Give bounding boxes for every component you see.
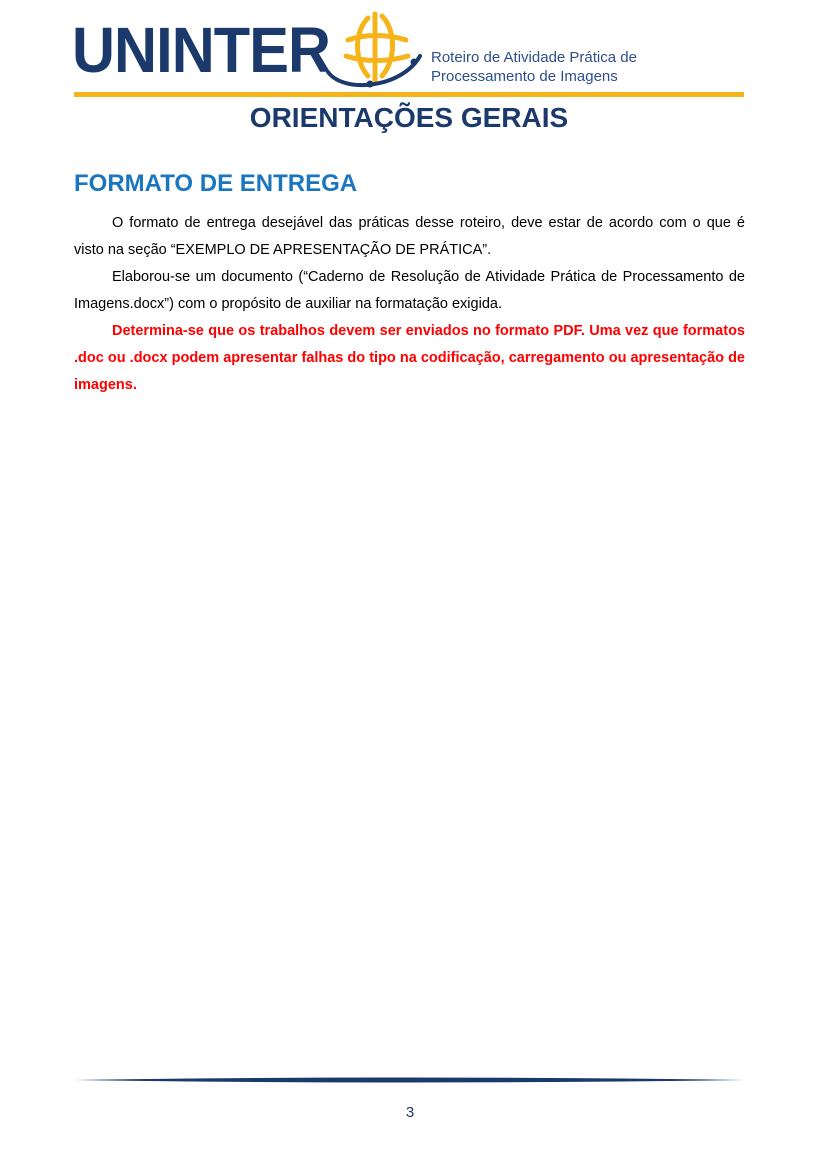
document-title-line-2: Processamento de Imagens bbox=[431, 68, 618, 85]
header-divider bbox=[74, 92, 744, 97]
paragraph-delivery-format: O formato de entrega desejável das práticas desse roteiro, deve estar de acordo com o que é visto na seção “EXEMPLO DE APRESENTAÇÃO DE PRÁTICA”. bbox=[74, 215, 745, 258]
document-title-line-1: Roteiro de Atividade Prática de bbox=[431, 49, 637, 66]
page-title: ORIENTAÇÕES GERAIS bbox=[249, 102, 569, 133]
document-title bbox=[431, 48, 637, 86]
page-header bbox=[74, 8, 744, 100]
section-heading: FORMATO DE ENTREGA bbox=[74, 170, 358, 197]
globe-logo-icon bbox=[324, 10, 424, 90]
paragraph-template-document: Elaborou-se um documento (“Caderno de Resolução de Atividade Prática de Processamento de Imagens.docx”) com o propósito de auxiliar na formatação exigida. bbox=[74, 269, 745, 312]
section-body bbox=[74, 210, 745, 399]
paragraph-pdf-requirement: Determina-se que os trabalhos devem ser enviados no formato PDF. Uma vez que formatos .doc ou .docx podem apresentar falhas do tipo na codificação, carregamento ou apresentação de imagens. bbox=[74, 323, 745, 393]
page-number: 3 bbox=[405, 1104, 415, 1121]
footer-divider bbox=[74, 1074, 744, 1086]
uninter-logo-text: UNINTER bbox=[72, 14, 331, 86]
